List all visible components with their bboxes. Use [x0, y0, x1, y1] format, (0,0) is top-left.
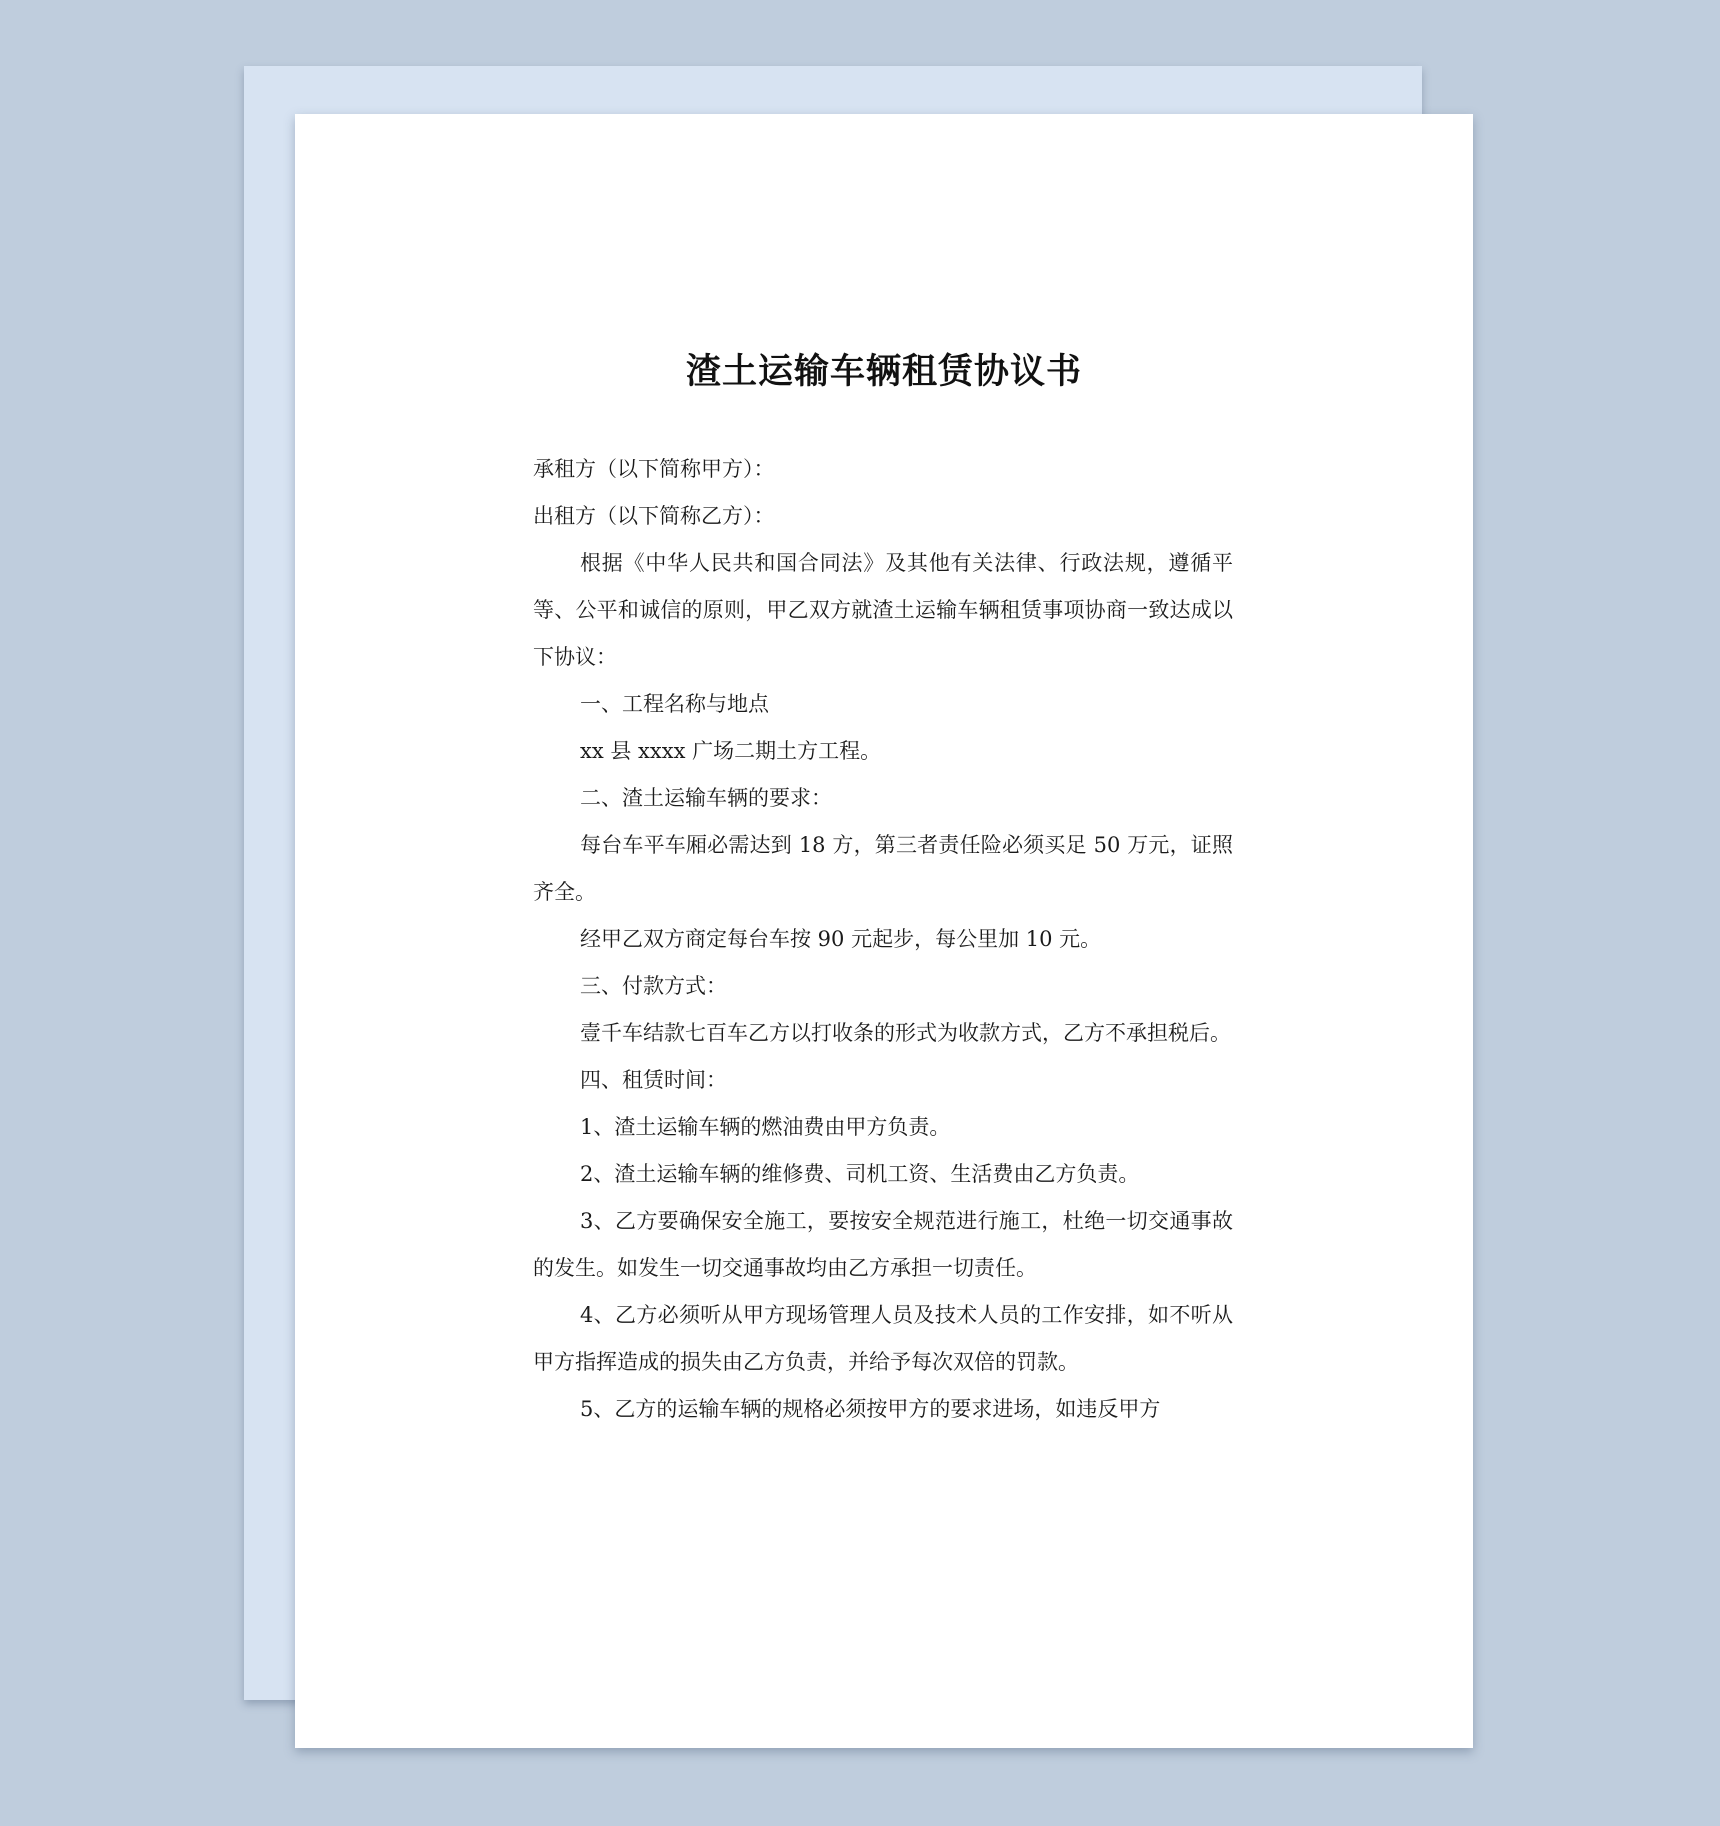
- document-paragraph: 一、工程名称与地点: [580, 692, 769, 716]
- document-paragraph: 4、乙方必须听从甲方现场管理人员及技术人员的工作安排，如不听从甲方指挥造成的损失由乙方负责，并给予每次双倍的罚款。: [533, 1303, 1233, 1374]
- document-paragraph: 2、渣土运输车辆的维修费、司机工资、生活费由乙方负责。: [580, 1162, 1140, 1186]
- document-paragraph: 二、渣土运输车辆的要求：: [580, 786, 832, 810]
- document-paragraph: 每台车平车厢必需达到 18 方，第三者责任险必须买足 50 万元，证照齐全。: [533, 833, 1233, 904]
- document-paragraph: 经甲乙双方商定每台车按 90 元起步，每公里加 10 元。: [580, 927, 1102, 951]
- document-paragraph: 承租方（以下简称甲方）：: [533, 457, 775, 481]
- document-paragraph: 三、付款方式：: [580, 974, 727, 998]
- document-paragraph: 根据《中华人民共和国合同法》及其他有关法律、行政法规，遵循平等、公平和诚信的原则，甲乙双方就渣土运输车辆租赁事项协商一致达成以下协议：: [533, 551, 1233, 669]
- document-paragraph: 5、乙方的运输车辆的规格必须按甲方的要求进场，如违反甲方: [580, 1397, 1161, 1421]
- document-title: 渣土运输车辆租赁协议书: [685, 352, 1082, 392]
- document-page: [295, 114, 1473, 1748]
- document-body: [533, 446, 1233, 1433]
- document-paragraph: 四、租赁时间：: [580, 1068, 727, 1092]
- document-paragraph: 1、渣土运输车辆的燃油费由甲方负责。: [580, 1115, 951, 1139]
- document-paragraph: 出租方（以下简称乙方）：: [533, 504, 775, 528]
- document-paragraph: 壹千车结款七百车乙方以打收条的形式为收款方式，乙方不承担税后。: [580, 1021, 1231, 1045]
- document-paragraph: 3、乙方要确保安全施工，要按安全规范进行施工，杜绝一切交通事故的发生。如发生一切交通事故均由乙方承担一切责任。: [533, 1209, 1233, 1280]
- document-paragraph: xx 县 xxxx 广场二期土方工程。: [580, 739, 882, 763]
